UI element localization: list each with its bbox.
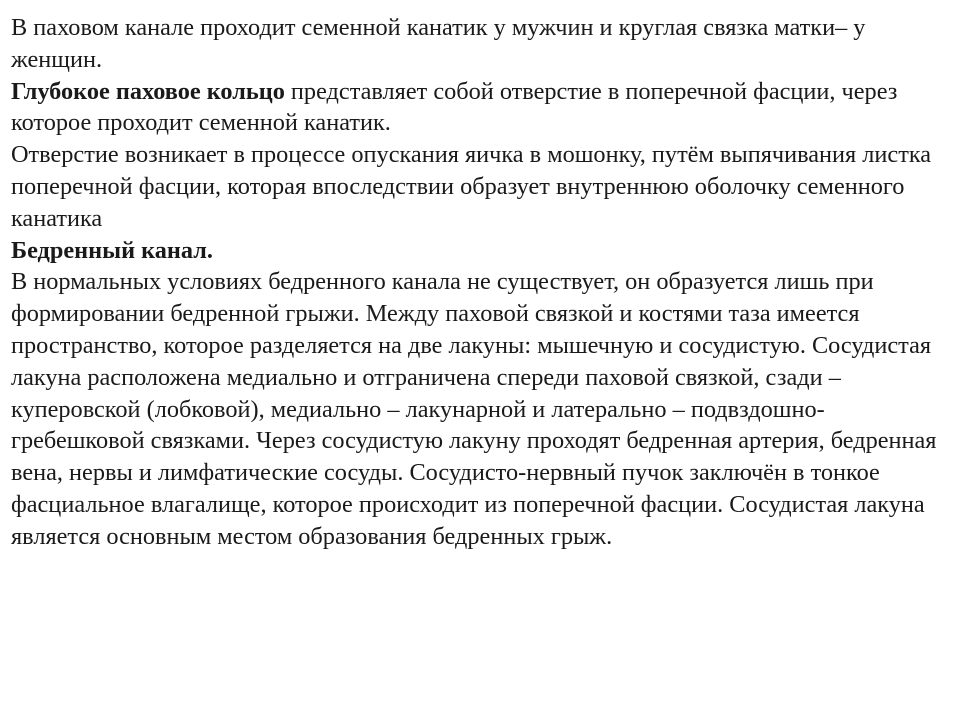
paragraph-text: представляет собой отверстие в поперечной фасции, через которое проходит семенной канатик. [11, 77, 898, 137]
heading-femoral-canal [11, 235, 949, 267]
paragraph-text: В паховом канале проходит семенной канатик у мужчин и круглая связка матки– у женщин. [11, 14, 866, 73]
paragraph-text: В нормальных условиях бедренного канала не существует, он образуется лишь при формировании бедренной грыжи. Между паховой связкой и костями таза имеется пространство, которое разделяется на две лакуны: мышечную и сосудистую. Сосудистая лакуна расположена медиально и отграничена спереди паховой связкой, сзади – куперовской (лобковой), медиально – лакунарной и латерально – подвздошно-гребешковой связками. Через сосудистую лакуну проходят бедренная артерия, бедренная вена, нервы и лимфатические сосуды. Сосудисто-нервный пучок заключён в тонкое фасциальное влагалище, которое происходит из поперечной фасции. Сосудистая лакуна является основным местом образования бедренных грыж. [11, 268, 937, 550]
paragraph-inguinal-canal [11, 12, 949, 76]
term-deep-inguinal-ring: Глубокое паховое кольцо [11, 77, 285, 105]
slide-text-body [11, 12, 949, 553]
paragraph-deep-inguinal-ring [11, 76, 949, 140]
heading-text: Бедренный канал. [11, 236, 214, 264]
paragraph-opening-origin [11, 139, 949, 234]
paragraph-text: Отверстие возникает в процессе опускания яичка в мошонку, путём выпячивания листка поперечной фасции, которая впоследствии образует внутреннюю оболочку семенного канатика [11, 141, 932, 232]
paragraph-femoral-canal [11, 266, 949, 552]
